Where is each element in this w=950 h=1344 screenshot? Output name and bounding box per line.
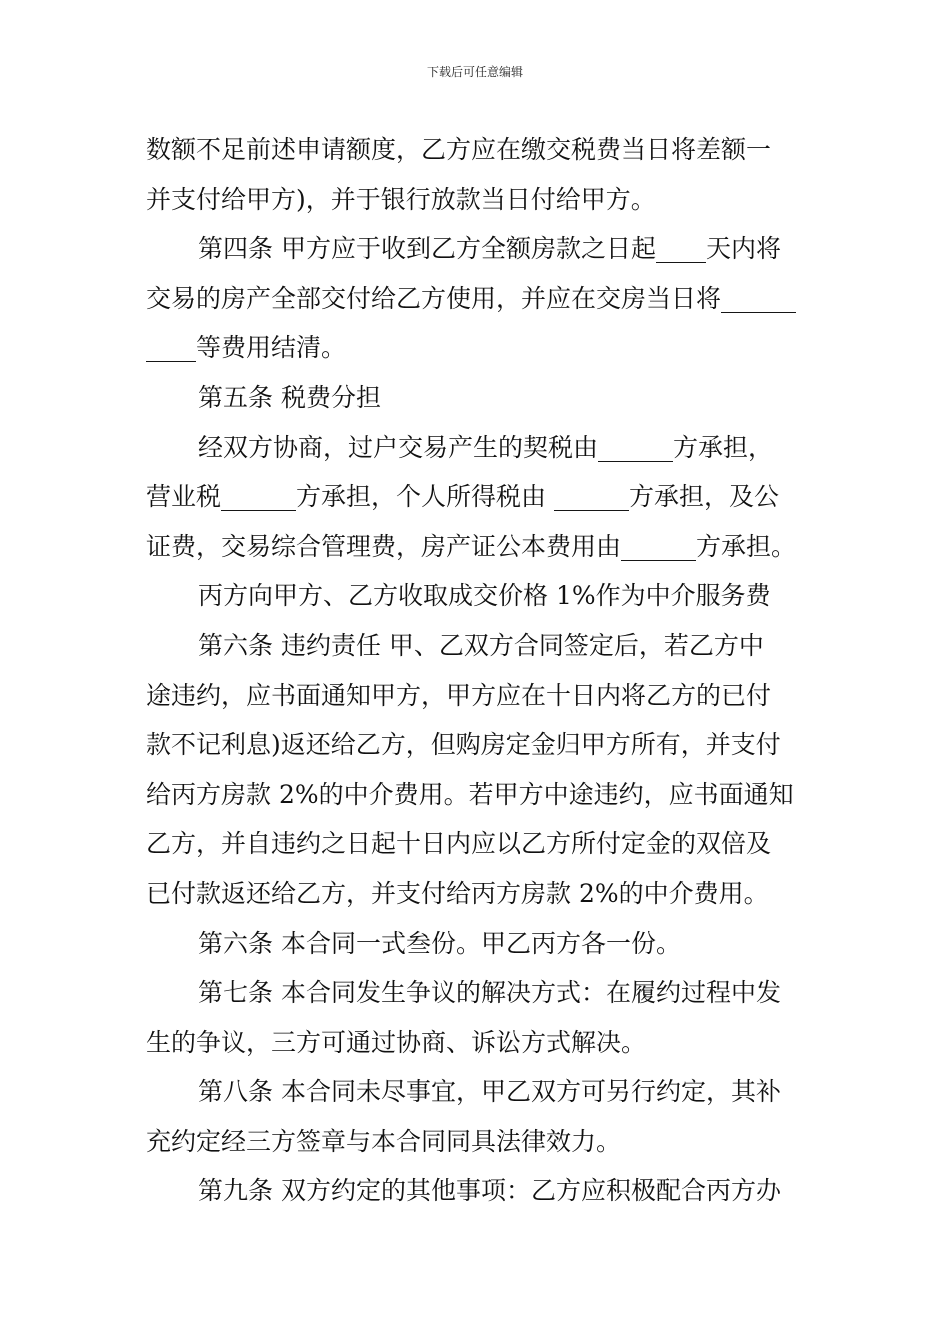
contract-body: [146, 125, 808, 1216]
text-line: ____等费用结清。: [146, 333, 347, 363]
text-line: 乙方，并自违约之日起十日内应以乙方所付定金的双倍及: [146, 829, 772, 859]
clause-6-heading-line: 第六条 违约责任 甲、乙双方合同签定后，若乙方中: [198, 630, 764, 660]
text-line: 营业税______方承担，个人所得税由 ______方承担，及公: [146, 482, 779, 512]
text-line: 证费，交易综合管理费，房产证公本费用由______方承担。: [146, 531, 797, 561]
clause-8-heading-line: 第八条 本合同未尽事宜，甲乙双方可另行约定，其补: [198, 1077, 781, 1107]
text-line: 生的争议，三方可通过协商、诉讼方式解决。: [146, 1027, 647, 1057]
text-line: 丙方向甲方、乙方收取成交价格 1%作为中介服务费: [198, 581, 771, 611]
text-line: 数额不足前述申请额度，乙方应在缴交税费当日将差额一: [146, 135, 772, 164]
text-line: 经双方协商，过户交易产生的契税由______方承担，: [198, 432, 774, 462]
text-line: 已付款返还给乙方，并支付给丙方房款 2%的中介费用。: [146, 878, 769, 908]
text-line: 款不记利息)返还给乙方，但购房定金归甲方所有，并支付: [146, 730, 781, 760]
clause-6b-heading-line: 第六条 本合同一式叁份。甲乙丙方各一份。: [198, 928, 681, 958]
clause-9-heading-line: 第九条 双方约定的其他事项：乙方应积极配合丙方办: [198, 1176, 781, 1206]
text-line: 并支付给甲方)，并于银行放款当日付给甲方。: [146, 184, 656, 214]
text-line: 交易的房产全部交付给乙方使用，并应在交房当日将______: [146, 283, 797, 313]
text-line: 途违约，应书面通知甲方，甲方应在十日内将乙方的已付: [146, 680, 772, 710]
text-line: 给丙方房款 2%的中介费用。若甲方中途违约，应书面通知: [146, 779, 794, 809]
clause-4-heading-line: 第四条 甲方应于收到乙方全额房款之日起____天内将: [198, 234, 781, 264]
clause-5-heading-line: 第五条 税费分担: [198, 382, 381, 412]
text-line: 充约定经三方签章与本合同同具法律效力。: [146, 1126, 622, 1156]
clause-7-heading-line: 第七条 本合同发生争议的解决方式：在履约过程中发: [198, 978, 781, 1008]
page-header: 下载后可任意编辑: [426, 65, 523, 79]
